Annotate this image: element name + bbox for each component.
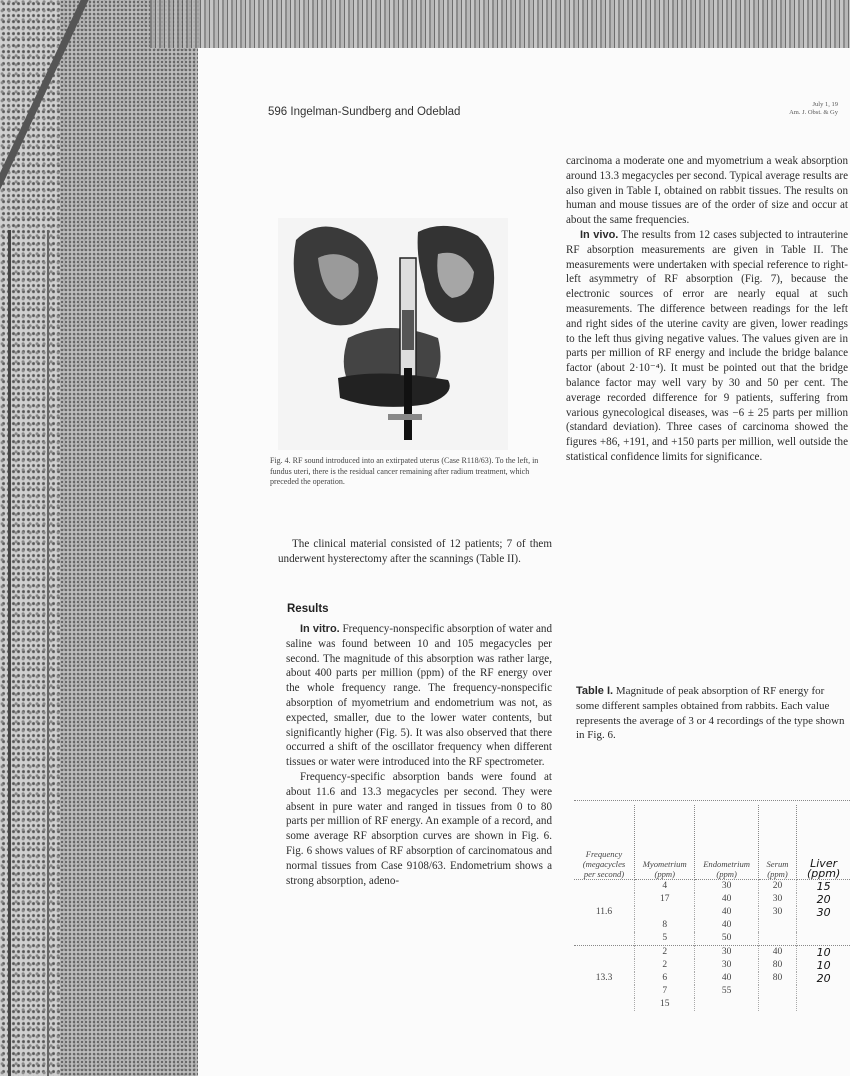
table-row [574, 946, 850, 960]
table-cell: 50 [695, 932, 758, 946]
results-heading: Results [287, 603, 329, 615]
table-cell [758, 985, 796, 998]
table-cell-handwritten: 30 [816, 906, 831, 919]
col-header-liver: Liver (ppm) [797, 805, 850, 880]
table-cell: 20 [758, 880, 796, 894]
table-1-caption-text: Magnitude of peak absorption of RF energy for some different samples obtained from rabbits. Each value represents the average of 3 or 4 recordings of the type shown in Fig. 6. [576, 685, 845, 742]
table-cell-handwritten: 15 [816, 880, 831, 893]
col-header-frequency: Frequency (megacycles per second) [574, 805, 635, 880]
table-cell: 17 [635, 893, 695, 906]
scan-gutter-shadow [60, 0, 200, 1076]
table-cell: 55 [695, 985, 758, 998]
table-cell: 7 [635, 985, 695, 998]
table-cell [635, 906, 695, 919]
table-cell: 40 [758, 946, 796, 960]
table-cell: 30 [758, 906, 796, 919]
table-header-row [574, 805, 850, 880]
table-top-rule [574, 800, 850, 801]
table-cell [574, 919, 635, 932]
left-column-intro [278, 537, 552, 567]
scan-page-edges [8, 230, 49, 1076]
table-cell [574, 880, 635, 894]
table-cell [574, 932, 635, 946]
table-cell-handwritten: 10 [797, 946, 850, 960]
table-row [574, 998, 850, 1011]
table-cell: 30 [695, 946, 758, 960]
table-cell: 30 [695, 880, 758, 894]
table-1-caption [576, 684, 848, 743]
table-cell-handwritten [797, 919, 850, 932]
table-cell: 80 [758, 972, 796, 985]
table-cell: 11.6 [574, 906, 635, 919]
table-cell [574, 893, 635, 906]
in-vitro-text: Frequency-nonspecific absorption of water and saline was found between 10 and 105 megacycles per second. The magnitude of this absorption was rather large, about 400 parts per million (ppm) of the RF energy over the whole frequency range. The frequency-nonspecific absorption of myometrium and endometrium was not, as expected, smaller, due to the lower water contents, but significantly higher (Fig. 5). It was also observed that there occurred a shift of the oscillator frequency when different tissues or water were introduced into the RF spectrometer. [286, 623, 552, 769]
table-cell: 4 [635, 880, 695, 894]
table-cell: 2 [635, 959, 695, 972]
table-cell: 15 [635, 998, 695, 1011]
table-row [574, 959, 850, 972]
table-cell [574, 959, 635, 972]
table-cell-handwritten: 10 [816, 959, 831, 972]
table-cell [695, 998, 758, 1011]
absorption-table [574, 805, 850, 1011]
left-column-results [286, 622, 552, 888]
table-row [574, 906, 850, 919]
clinical-material-paragraph: The clinical material consisted of 12 patients; 7 of them underwent hysterectomy after the scannings (Table II). [278, 538, 552, 565]
table-cell: 40 [695, 893, 758, 906]
col-header-myometrium: Myometrium (ppm) [635, 805, 695, 880]
table-cell: 6 [635, 972, 695, 985]
running-head: 596 Ingelman-Sundberg and Odeblad [268, 106, 461, 118]
table-cell: 80 [758, 959, 796, 972]
table-cell: 8 [635, 919, 695, 932]
right-column [566, 154, 848, 465]
table-cell [574, 998, 635, 1011]
in-vivo-paragraph [566, 228, 848, 465]
table-cell: 30 [758, 893, 796, 906]
col-header-endometrium: Endometrium (ppm) [695, 805, 758, 880]
scan-top-band [150, 0, 850, 48]
table-cell: 40 [695, 972, 758, 985]
table-row [574, 893, 850, 906]
table-1-label: Table I. [576, 685, 614, 697]
in-vivo-text: The results from 12 cases subjected to intrauterine RF absorption measurements are given in Table II. The measurements were undertaken with special reference to right-left asymmetry of RF absorption (Fig. 7), because the electronic sources of error are nearly equal at such measurements. The difference between readings for the left and right sides of the uterine cavity are given, lower readings to the left thus giving negative values. The values given are in parts per million of RF energy and include the bridge balance factor (about 2·10⁻⁴). It must be pointed out that the bridge balance factor may well vary by 30 and 50 per cent. The average recorded difference for 9 patients, suffering from various gynecological diseases, was −6 ± 25 parts per million (standard deviation). Three cases of carcinoma showed the figures +86, +191, and +150 parts per million, well outside the statistical confidence limits for significance. [566, 228, 848, 463]
table-row [574, 985, 850, 998]
in-vivo-label: In vivo. [580, 228, 619, 241]
table-cell: 40 [695, 906, 758, 919]
table-cell [758, 932, 796, 946]
table-cell: 5 [635, 932, 695, 946]
table-cell-handwritten [797, 998, 850, 1011]
uterus-specimen-photo [278, 218, 508, 450]
table-cell-handwritten: 20 [816, 893, 831, 906]
in-vitro-label: In vitro. [300, 623, 340, 635]
adenocarcinoma-paragraph: carcinoma a moderate one and myometrium a weak absorption around 13.3 megacycles per second. Typical average results are also given in Table I, obtained on rabbit tissues. The results on human and mouse tissues are of the order of size and occur at about the same frequencies. [566, 155, 848, 227]
col-header-serum: Serum (ppm) [758, 805, 796, 880]
frequency-specific-paragraph: Frequency-specific absorption bands were found at about 11.6 and 13.3 megacycles per second. They were absent in pure water and ranged in tissues from 0 to 80 parts per million of RF energy. An example of a record, and some average RF absorption curves are shown in Fig. 6. Fig. 6 shows values of RF absorption of carcinomatous and normal tissues from Case 9108/63. Endometrium shows a strong absorption, adeno- [286, 770, 552, 887]
table-1 [574, 805, 850, 1011]
table-cell: 13.3 [574, 972, 635, 985]
figure-4-image [278, 218, 508, 450]
table-row [574, 932, 850, 946]
table-cell: 2 [635, 946, 695, 960]
table-cell [758, 919, 796, 932]
table-cell-handwritten [797, 932, 850, 946]
table-row [574, 880, 850, 894]
figure-4-caption: Fig. 4. RF sound introduced into an extirpated uterus (Case R118/63). To the left, in fundus uteri, there is the residual cancer remaining after radium treatment, which preceded the operation. [270, 456, 539, 486]
journal-reference: July 1, 19 Am. J. Obst. & Gy [789, 101, 838, 116]
in-vitro-paragraph [286, 622, 552, 770]
table-cell [758, 998, 796, 1011]
table-cell: 30 [695, 959, 758, 972]
table-row [574, 919, 850, 932]
table-cell [574, 985, 635, 998]
table-cell [574, 946, 635, 960]
table-row [574, 972, 850, 985]
table-cell-handwritten [797, 985, 850, 998]
table-cell-handwritten: 20 [816, 972, 831, 985]
table-cell: 40 [695, 919, 758, 932]
